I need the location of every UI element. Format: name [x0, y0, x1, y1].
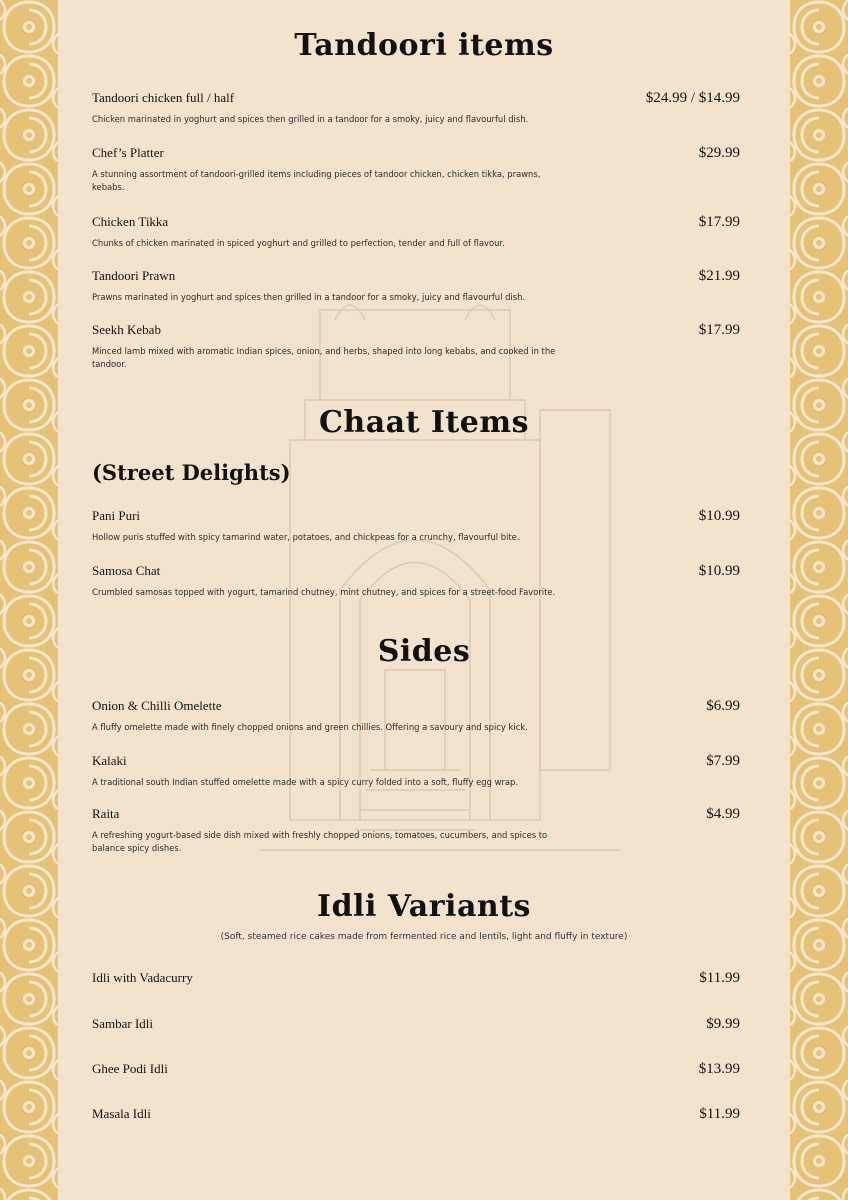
item-price: $9.99 [706, 1016, 740, 1032]
item-price: $11.99 [699, 1106, 740, 1122]
item-name: Seekh Kebab [92, 322, 161, 337]
item-price: $4.99 [706, 806, 740, 822]
left-ornamental-border [0, 0, 58, 1200]
section-subtitle-chaat: (Street Delights) [92, 460, 291, 485]
item-name: Pani Puri [92, 508, 141, 523]
item-name: Masala Idli [92, 1106, 151, 1121]
item-price: $7.99 [706, 753, 740, 769]
item-price: $21.99 [698, 268, 740, 284]
item-name: Onion & Chilli Omelette [92, 698, 222, 713]
item-description: Crumbled samosas topped with yogurt, tamarind chutney, mint chutney, and spices for a street-food Favorite. [92, 587, 556, 597]
section-title-idli: Idli Variants [317, 889, 531, 924]
item-price: $17.99 [698, 214, 740, 230]
item-description: A fluffy omelette made with finely chopped onions and green chillies. Offering a savoury and spicy kick. [92, 722, 528, 732]
item-name: Samosa Chat [92, 563, 161, 578]
item-description: Minced lamb mixed with aromatic Indian spices, onion, and herbs, shaped into long kebabs, and cooked in the tandoor. [92, 346, 556, 369]
item-name: Raita [92, 806, 120, 821]
item-description: Chicken marinated in yoghurt and spices then grilled in a tandoor for a smoky, juicy and flavourful dish. [92, 114, 529, 124]
item-description: A traditional south Indian stuffed omelette made with a spicy curry folded into a soft, fluffy egg wrap. [92, 777, 518, 787]
item-price: $6.99 [706, 698, 740, 714]
item-price: $13.99 [698, 1061, 740, 1077]
item-name: Ghee Podi Idli [92, 1061, 168, 1076]
right-ornamental-border [790, 0, 848, 1200]
item-name: Kalaki [92, 753, 127, 768]
section-note-idli: (Soft, steamed rice cakes made from fermented rice and lentils, light and fluffy in texture) [220, 932, 628, 942]
section-title-chaat: Chaat Items [319, 405, 529, 440]
item-price: $10.99 [698, 508, 740, 524]
item-name: Chicken Tikka [92, 214, 169, 229]
section-title-tandoori: Tandoori items [294, 28, 554, 63]
item-price: $24.99 / $14.99 [645, 90, 740, 106]
item-name: Idli with Vadacurry [92, 970, 193, 985]
item-name: Sambar Idli [92, 1016, 154, 1031]
item-price: $11.99 [699, 970, 740, 986]
item-price: $10.99 [698, 563, 740, 579]
item-description: Chunks of chicken marinated in spiced yoghurt and grilled to perfection, tender and full of flavour. [92, 238, 505, 248]
item-description: Hollow puris stuffed with spicy tamarind water, potatoes, and chickpeas for a crunchy, flavourful bite. [92, 532, 520, 542]
item-name: Tandoori Prawn [92, 268, 176, 283]
item-name: Chef’s Platter [92, 145, 164, 160]
item-description: A refreshing yogurt-based side dish mixed with freshly chopped onions, tomatoes, cucumbers, and spices to balance spicy dishes. [92, 830, 548, 853]
item-description: Prawns marinated in yoghurt and spices then grilled in a tandoor for a smoky, juicy and flavourful dish. [92, 292, 526, 302]
item-description: A stunning assortment of tandoori-grilled items including pieces of tandoor chicken, chicken tikka, prawns, kebabs. [92, 169, 541, 192]
section-title-sides: Sides [377, 634, 471, 669]
item-price: $17.99 [698, 322, 740, 338]
palace-gate-sketch [250, 290, 630, 920]
item-name: Tandoori chicken full / half [92, 90, 235, 105]
item-price: $29.99 [698, 145, 740, 161]
